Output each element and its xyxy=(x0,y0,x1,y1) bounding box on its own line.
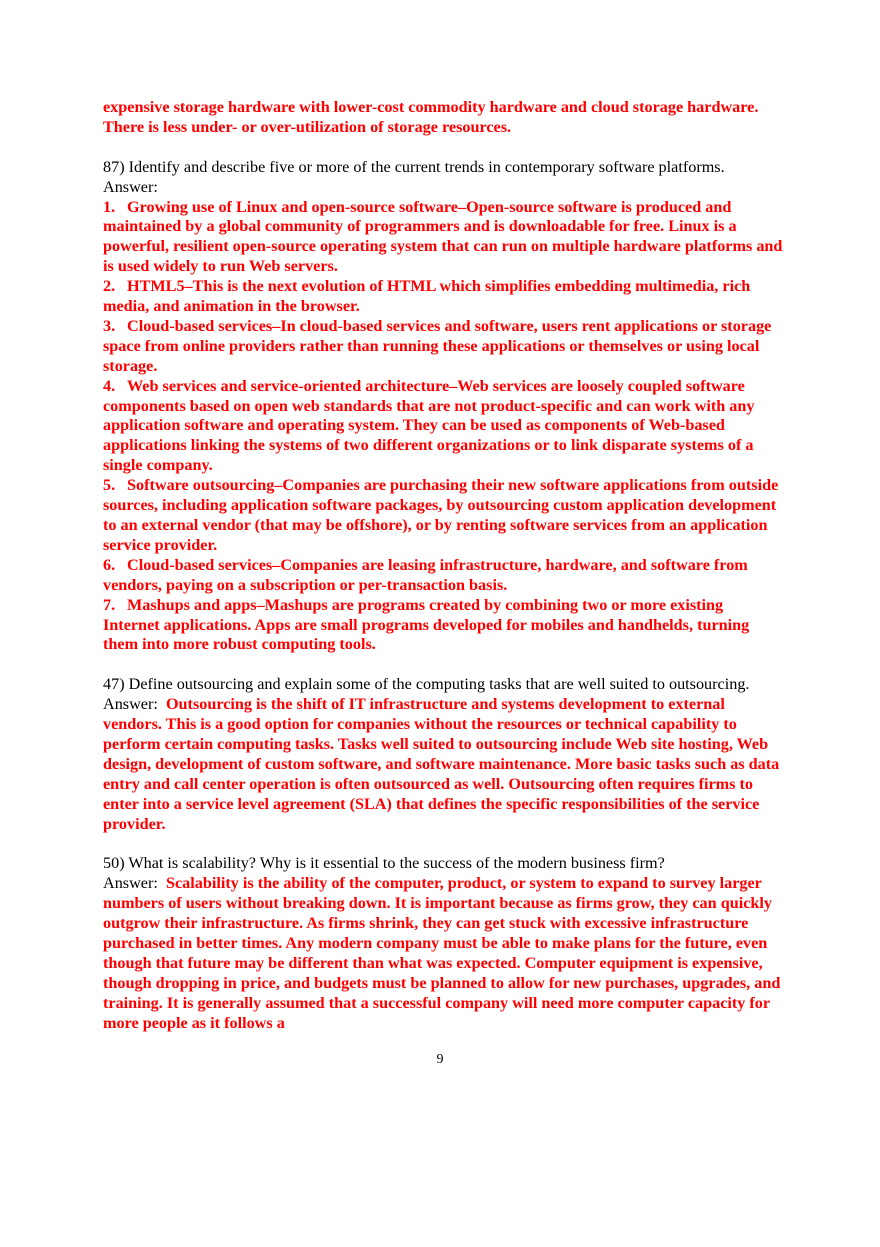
question-47: 47) Define outsourcing and explain some of the computing tasks that are well suited to outsourcing. xyxy=(103,675,750,694)
answer-text-50: Scalability is the ability of the computer, product, or system to expand to survey larger numbers of users without breaking down. It is important because as firms grow, they can quickly outgrow their infrastructure. As firms shrink, they can get stuck with excessive infrastructure purchased in better times. Any modern company must be able to make plans for the future, even though that future may be different than what was expected. Computer equipment is expensive, though dropping in price, and budgets must be planned to allow for new purchases, upgrades, and training. It is generally assumed that a successful company will need more computer capacity for more people as it follows a xyxy=(103,874,781,1032)
list-item-number: 7. xyxy=(103,595,116,614)
list-item-number: 3. xyxy=(103,316,116,335)
spacer xyxy=(103,138,783,158)
list-item-text: Web services and service-oriented architecture–Web services are loosely coupled software components based on open web standards that are not product-specific and can work with any application software and operating system. They can be used as components of Web-based applications linking the systems of two different organizations or to link disparate systems of a single company. xyxy=(103,376,755,475)
question-50: 50) What is scalability? Why is it essential to the success of the modern business firm? xyxy=(103,854,665,873)
intro-continuation: expensive storage hardware with lower-cost commodity hardware and cloud storage hardware. There is less under- or over-utilization of storage resources. xyxy=(103,98,759,136)
list-item-text: Software outsourcing–Companies are purchasing their new software applications from outside sources, including application software packages, by outsourcing custom application development to an external vendor (that may be offshore), or by renting software services from an application service provider. xyxy=(103,476,779,554)
answer-text-47: Outsourcing is the shift of IT infrastructure and systems development to external vendors. This is a good option for companies without the resources or technical capability to perform certain computing tasks. Tasks well suited to outsourcing include Web site hosting, Web design, development of custom software, and software maintenance. More basic tasks such as data entry and call center operation is often outsourced as well. Outsourcing often requires firms to enter into a service level agreement (SLA) that defines the specific responsibilities of the service provider. xyxy=(103,695,780,833)
list-item-number: 6. xyxy=(103,555,116,574)
list-item-text: Growing use of Linux and open-source software–Open-source software is produced and maintained by a global community of programmers and is downloadable for free. Linux is a powerful, resilient open-source operating system that can run on multiple hardware platforms and is used widely to run Web servers. xyxy=(103,197,783,276)
page-content xyxy=(103,98,783,1034)
answer-list-87 xyxy=(103,198,783,656)
list-item-number: 2. xyxy=(103,277,116,296)
page-number: 9 xyxy=(436,1052,444,1067)
list-item-text: Cloud-based services–Companies are leasing infrastructure, hardware, and software from vendors, paying on a subscription or per-transaction basis. xyxy=(103,555,748,594)
answer-50 xyxy=(103,874,783,1033)
answer-label-87: Answer: xyxy=(103,177,158,196)
question-87: 87) Identify and describe five or more of the current trends in contemporary software platforms. xyxy=(103,157,725,176)
answer-label-50: Answer: xyxy=(103,874,158,893)
list-item-number: 4. xyxy=(103,376,116,395)
list-item xyxy=(103,596,783,656)
list-item-text: HTML5–This is the next evolution of HTML which simplifies embedding multimedia, rich media, and animation in the browser. xyxy=(103,277,751,316)
list-item xyxy=(103,476,783,556)
list-item-text: Cloud-based services–In cloud-based services and software, users rent applications or storage space from online providers rather than running these applications or themselves or using local storage. xyxy=(103,316,772,375)
list-item xyxy=(103,277,783,317)
list-item-text: Mashups and apps–Mashups are programs created by combining two or more existing Internet applications. Apps are small programs developed for mobiles and handhelds, turning them into more robust computing tools. xyxy=(103,595,750,654)
answer-label-47: Answer: xyxy=(103,695,158,714)
list-item-number: 5. xyxy=(103,476,116,495)
list-item xyxy=(103,317,783,377)
spacer xyxy=(103,835,783,855)
answer-47 xyxy=(103,695,783,834)
list-item xyxy=(103,556,783,596)
list-item xyxy=(103,377,783,477)
list-item xyxy=(103,198,783,278)
list-item-number: 1. xyxy=(103,197,116,216)
spacer xyxy=(103,655,783,675)
